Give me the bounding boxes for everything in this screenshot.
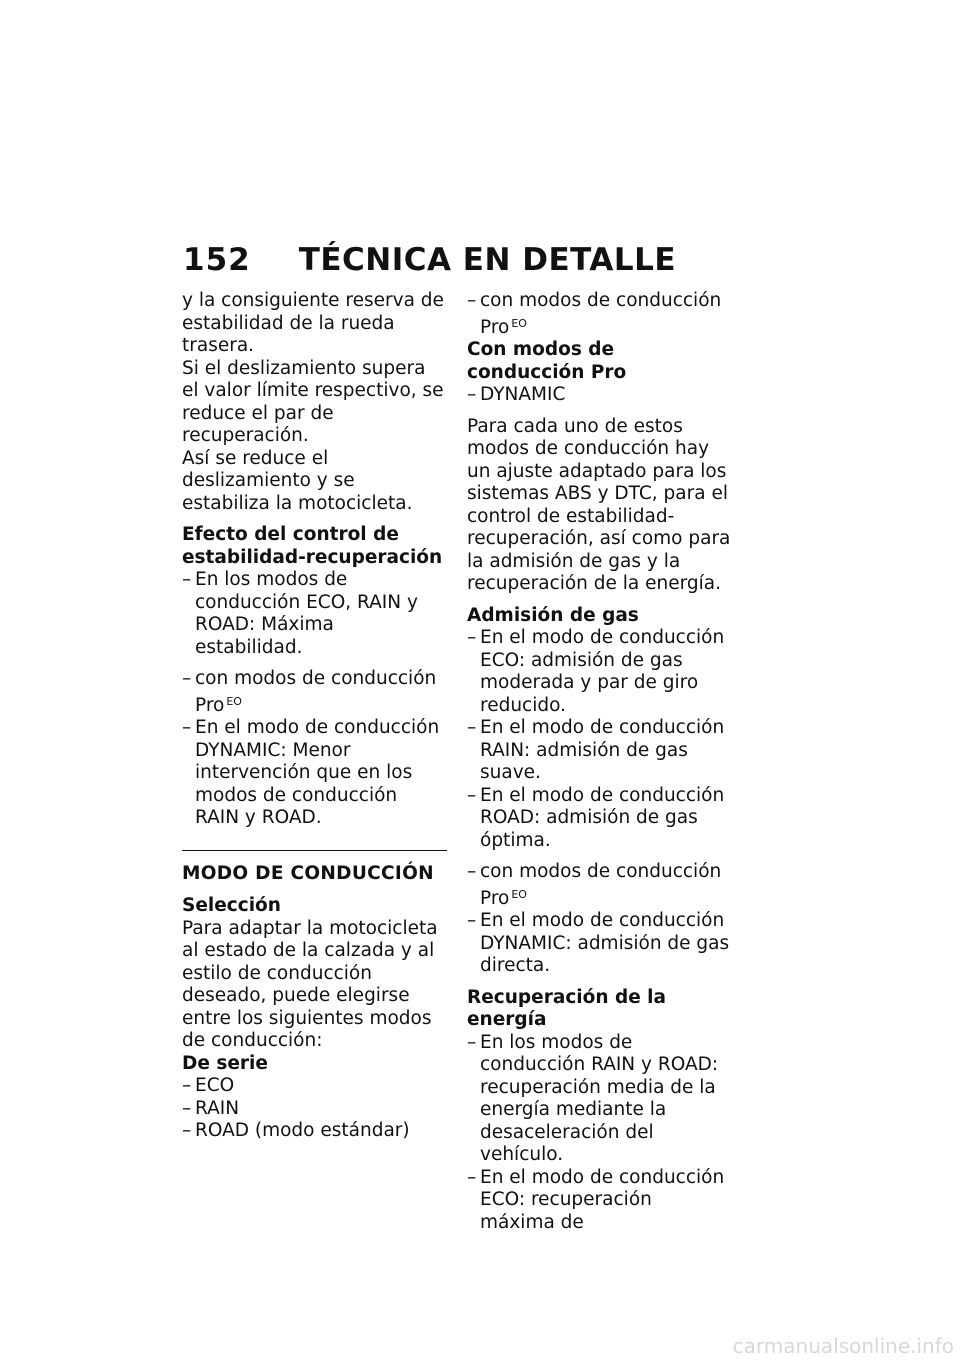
- left-column: [182, 290, 447, 1152]
- list-item: – En el modo de conducción ROAD: admisión de gas óptima.: [467, 785, 732, 853]
- energy-heading: Recuperación de la energía: [467, 986, 667, 1030]
- page-number: 152: [183, 242, 251, 278]
- eo-mark: EO: [511, 887, 527, 901]
- selection-text: Para adaptar la motocicleta al estado de la calzada y al estilo de conducción deseado, puede elegirse entre los siguientes modos de conducción:: [182, 917, 438, 1051]
- list-item: – con modos de conducción Pro $^{EO}$: [182, 668, 447, 717]
- list-item: – ROAD (modo estándar): [182, 1120, 447, 1143]
- list-item: – En el modo de conducción ECO: admisión de gas moderada y par de giro reducido.: [467, 627, 732, 717]
- list-item: – DYNAMIC: [467, 384, 732, 407]
- list-item: – En el modo de conducción DYNAMIC: admisión de gas directa.: [467, 910, 732, 978]
- list-item: – En el modo de conducción ECO: recuperación máxima de: [467, 1167, 732, 1235]
- intro-paragraph-2: Si el deslizamiento supera el valor límite respectivo, se reduce el par de recuperación.: [182, 357, 444, 446]
- eo-mark: EO: [511, 316, 527, 330]
- standard-modes-list: [182, 1075, 447, 1143]
- effect-list: [182, 569, 447, 830]
- intro-paragraph-3: Así se reduce el deslizamiento y se estabiliza la motocicleta.: [182, 447, 413, 514]
- list-item: – RAIN: [182, 1098, 447, 1121]
- gas-heading: Admisión de gas: [467, 604, 639, 626]
- page-header: [183, 242, 676, 278]
- watermark: carmanualsonline.info: [732, 1334, 954, 1358]
- right-column: [467, 290, 732, 1243]
- effect-heading: Efecto del control de estabilidad-recuperación: [182, 524, 443, 568]
- section-title: MODO DE CONDUCCIÓN: [182, 862, 434, 884]
- list-item: – En el modo de conducción RAIN: admisión de gas suave.: [467, 717, 732, 785]
- list-item: – En los modos de conducción RAIN y ROAD: recuperación media de la energía mediante la desaceleración del vehículo.: [467, 1032, 732, 1167]
- gas-list: [467, 627, 732, 978]
- list-item: – con modos de conducción Pro $^{EO}$: [467, 861, 732, 910]
- adapt-paragraph: Para cada uno de estos modos de conducción hay un ajuste adaptado para los sistemas ABS y DTC, para el control de estabilidad-recuperación, así como para la admisión de gas y la recuperación de la energía.: [467, 415, 731, 594]
- list-item: – con modos de conducción Pro $^{EO}$: [467, 290, 732, 339]
- eo-mark: EO: [226, 694, 242, 708]
- standard-heading: De serie: [182, 1052, 268, 1074]
- selection-heading: Selección: [182, 895, 281, 916]
- energy-list: [467, 1032, 732, 1235]
- list-item: – ECO: [182, 1075, 447, 1098]
- pro-modes-list: [467, 384, 732, 407]
- list-item: – En el modo de conducción DYNAMIC: Menor intervención que en los modos de conducción RAIN y ROAD.: [182, 717, 447, 830]
- chapter-title: TÉCNICA EN DETALLE: [298, 242, 677, 278]
- list-item: – En los modos de conducción ECO, RAIN y ROAD: Máxima estabilidad.: [182, 569, 447, 659]
- intro-paragraph-1: y la consiguiente reserva de estabilidad de la rueda trasera.: [182, 290, 444, 356]
- pro-heading: Con modos de conducción Pro: [467, 339, 627, 383]
- section-divider: [182, 850, 447, 851]
- pro-option-list: [467, 290, 732, 339]
